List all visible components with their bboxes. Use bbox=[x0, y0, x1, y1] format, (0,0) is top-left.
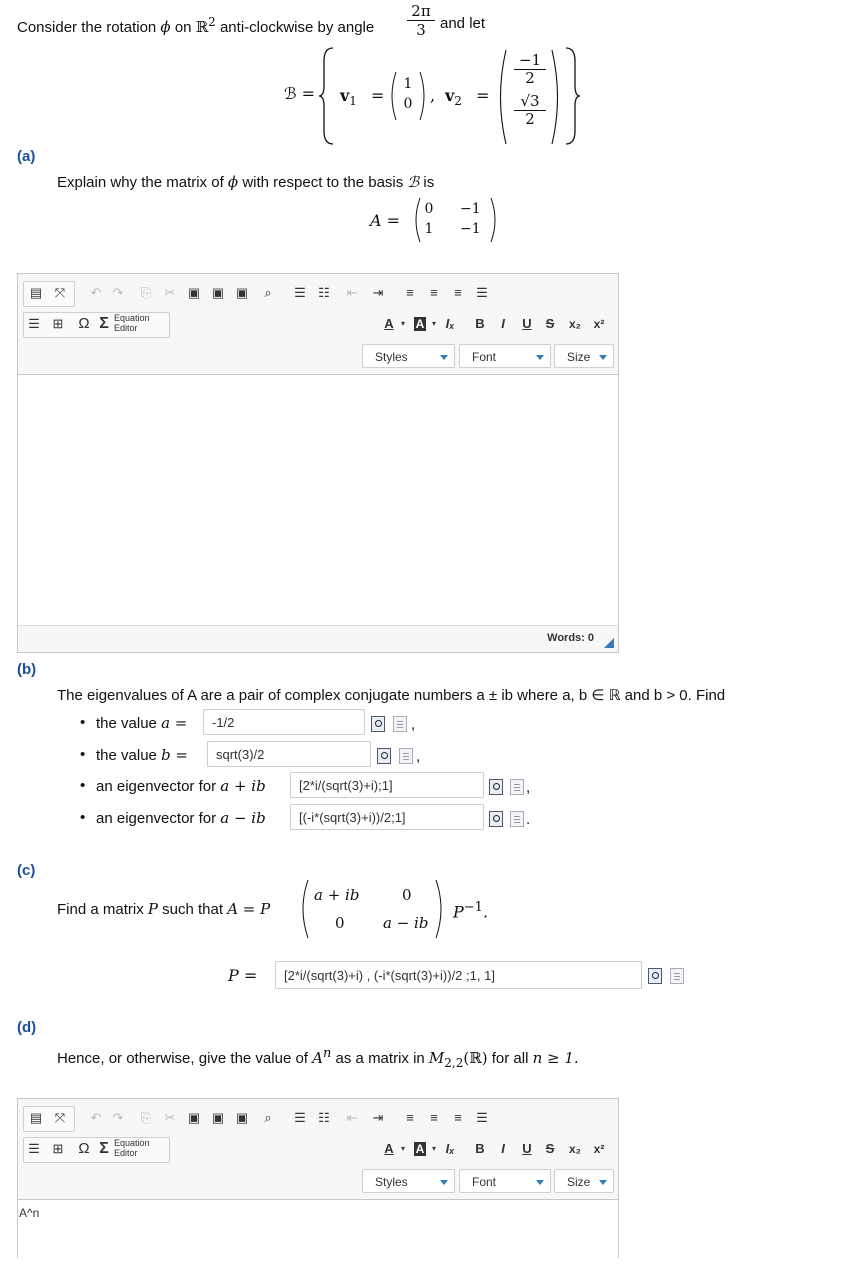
align-center-icon[interactable]: ≡ bbox=[430, 285, 438, 300]
cut-icon[interactable]: ✂ bbox=[164, 1110, 176, 1125]
p-equals-label: P = bbox=[228, 966, 258, 985]
bg-color-button[interactable]: A bbox=[415, 1142, 425, 1156]
numbered-list-icon[interactable]: ☰ bbox=[294, 1110, 306, 1125]
indent-icon[interactable]: ⇥ bbox=[372, 1110, 384, 1125]
part-d-text: Hence, or otherwise, give the value of $A^n$ as a matrix in $M_{2,2}(ℝ)$ for all n ≥ 1. bbox=[57, 1046, 579, 1070]
preview-icon[interactable] bbox=[489, 811, 503, 827]
preview-icon[interactable] bbox=[648, 968, 662, 984]
redo-icon[interactable]: ↷ bbox=[112, 1110, 124, 1125]
font-color-dropdown-icon[interactable]: ▾ bbox=[400, 1144, 405, 1153]
word-count: Words: 0 bbox=[547, 632, 594, 644]
superscript-button[interactable]: x² bbox=[593, 317, 605, 331]
cut-icon[interactable]: ✂ bbox=[164, 285, 176, 300]
paste-text-icon[interactable]: ▣ bbox=[211, 285, 225, 300]
exponent: 2 bbox=[208, 15, 216, 29]
p-inverse: $P^{-1}$. bbox=[453, 900, 489, 922]
find-icon[interactable]: ⌕ bbox=[264, 285, 272, 300]
intro-text: Consider the rotation bbox=[17, 19, 157, 36]
right-brace-icon bbox=[563, 46, 581, 146]
editor-content-area-d[interactable]: A^n bbox=[19, 1206, 40, 1220]
font-dropdown[interactable]: Font bbox=[459, 344, 551, 368]
copy-icon[interactable]: ⎘ bbox=[140, 1110, 152, 1125]
undo-icon[interactable]: ↶ bbox=[90, 285, 102, 300]
v1-top: 1 bbox=[403, 76, 413, 92]
syntax-help-icon[interactable] bbox=[510, 779, 524, 795]
paste-text-icon[interactable]: ▣ bbox=[211, 1110, 225, 1125]
question-eigvec-plus: • an eigenvector for a + ib bbox=[96, 777, 266, 795]
justify-icon[interactable]: ☰ bbox=[476, 1110, 488, 1125]
redo-icon[interactable]: ↷ bbox=[112, 285, 124, 300]
preview-icon[interactable] bbox=[489, 779, 503, 795]
special-char-button[interactable]: Ω bbox=[78, 315, 90, 332]
align-right-icon[interactable]: ≡ bbox=[454, 285, 462, 300]
bg-color-dropdown-icon[interactable]: ▾ bbox=[431, 319, 436, 328]
v1-bottom: 0 bbox=[403, 96, 413, 112]
part-a-text: Explain why the matrix of ϕ with respect to the basis ℬ is bbox=[57, 173, 435, 191]
comma-1: , bbox=[411, 716, 416, 733]
resize-handle-icon[interactable] bbox=[604, 638, 614, 648]
v2-den2: 2 bbox=[525, 110, 535, 128]
horizontal-rule-icon[interactable]: ☰ bbox=[28, 1141, 40, 1156]
numbered-list-icon[interactable]: ☰ bbox=[294, 285, 306, 300]
bg-color-button[interactable]: A bbox=[415, 317, 425, 331]
phi-symbol: ϕ bbox=[160, 18, 171, 36]
rich-text-editor-a bbox=[17, 273, 619, 653]
copy-icon[interactable]: ⎘ bbox=[140, 285, 152, 300]
font-color-button[interactable]: A bbox=[384, 1141, 394, 1156]
outdent-icon[interactable]: ⇤ bbox=[346, 1110, 358, 1125]
v1-label: $v_1$ bbox=[340, 86, 357, 109]
v2-den1: 2 bbox=[525, 69, 535, 87]
remove-format-button[interactable]: Iₓ bbox=[445, 316, 455, 331]
subscript-button[interactable]: x₂ bbox=[568, 1142, 581, 1156]
italic-button[interactable]: I bbox=[501, 1141, 505, 1156]
superscript-button[interactable]: x² bbox=[593, 1142, 605, 1156]
reals-symbol: ℝ bbox=[195, 18, 209, 36]
paste-word-icon[interactable]: ▣ bbox=[235, 1110, 249, 1125]
bullet-list-icon[interactable]: ☷ bbox=[318, 1110, 330, 1125]
paste-icon[interactable]: ▣ bbox=[187, 285, 201, 300]
diag-12: 0 bbox=[402, 886, 412, 904]
syntax-help-icon[interactable] bbox=[399, 748, 413, 764]
source-icon[interactable]: ▤ bbox=[29, 285, 43, 300]
angle-denominator: 3 bbox=[416, 21, 426, 39]
font-dropdown[interactable]: Font bbox=[459, 1169, 551, 1193]
answer-eigvec-plus-input[interactable]: [2*i/(sqrt(3)+i);1] bbox=[290, 772, 484, 798]
italic-button[interactable]: I bbox=[501, 316, 505, 331]
equals: = bbox=[371, 86, 385, 105]
part-d-label: (d) bbox=[17, 1019, 37, 1036]
intro-text-on: on bbox=[174, 19, 192, 36]
find-icon[interactable]: ⌕ bbox=[264, 1110, 272, 1125]
maximize-icon[interactable]: ⤧ bbox=[54, 285, 66, 300]
subscript-button[interactable]: x₂ bbox=[568, 317, 581, 331]
diag-11: a + ib bbox=[314, 886, 360, 904]
comma: , bbox=[430, 86, 436, 105]
editor-toolbar bbox=[18, 274, 618, 375]
size-dropdown[interactable]: Size bbox=[554, 1169, 614, 1193]
align-left-icon[interactable]: ≡ bbox=[406, 1110, 414, 1125]
bold-button[interactable]: B bbox=[475, 316, 485, 331]
v1-vector bbox=[402, 74, 414, 114]
special-char-button[interactable]: Ω bbox=[78, 1140, 90, 1157]
underline-button[interactable]: U bbox=[522, 316, 532, 331]
period: . bbox=[526, 811, 531, 828]
remove-format-button[interactable]: Iₓ bbox=[445, 1141, 455, 1156]
underline-button[interactable]: U bbox=[522, 1141, 532, 1156]
bullet-list-icon[interactable]: ☷ bbox=[318, 285, 330, 300]
syntax-help-icon[interactable] bbox=[393, 716, 407, 732]
styles-dropdown[interactable]: Styles bbox=[362, 344, 455, 368]
justify-icon[interactable]: ☰ bbox=[476, 285, 488, 300]
preview-icon[interactable] bbox=[371, 716, 385, 732]
sigma-icon[interactable]: Σ bbox=[99, 1140, 109, 1157]
rich-text-editor-d bbox=[17, 1098, 619, 1258]
diag-21: 0 bbox=[335, 914, 345, 932]
answer-b-input[interactable]: sqrt(3)/2 bbox=[207, 741, 371, 767]
part-b-text: The eigenvalues of A are a pair of complex conjugate numbers a ± ib where a, b ∈ ℝ and b > 0. Find bbox=[57, 687, 726, 704]
v2-vector bbox=[514, 52, 546, 128]
intro-text-angle: anti-clockwise by angle bbox=[219, 19, 375, 36]
question-a-value: • the value a = bbox=[96, 714, 187, 732]
intro-line bbox=[17, 15, 374, 36]
styles-dropdown[interactable]: Styles bbox=[362, 1169, 455, 1193]
syntax-help-icon[interactable] bbox=[670, 968, 684, 984]
matrix-A-label: A = bbox=[370, 211, 401, 230]
angle-numerator: 2π bbox=[407, 2, 435, 21]
basis-label: ℬ = bbox=[284, 84, 316, 103]
matrix-A: 0 −1 1 −1 bbox=[424, 201, 481, 237]
strike-button[interactable]: S bbox=[545, 1141, 555, 1156]
align-right-icon[interactable]: ≡ bbox=[454, 1110, 462, 1125]
maximize-icon[interactable]: ⤧ bbox=[54, 1110, 66, 1125]
paste-word-icon[interactable]: ▣ bbox=[235, 285, 249, 300]
answer-a-input[interactable]: -1/2 bbox=[203, 709, 365, 735]
align-center-icon[interactable]: ≡ bbox=[430, 1110, 438, 1125]
syntax-help-icon[interactable] bbox=[510, 811, 524, 827]
v2-num2: √3 bbox=[514, 93, 546, 111]
indent-icon[interactable]: ⇥ bbox=[372, 285, 384, 300]
strike-button[interactable]: S bbox=[545, 316, 555, 331]
left-brace-icon bbox=[318, 46, 336, 146]
font-color-button[interactable]: A bbox=[384, 316, 394, 331]
v2-num1: −1 bbox=[514, 52, 546, 70]
paste-icon[interactable]: ▣ bbox=[187, 1110, 201, 1125]
diag-22: a − ib bbox=[383, 914, 429, 932]
bold-button[interactable]: B bbox=[475, 1141, 485, 1156]
bg-color-dropdown-icon[interactable]: ▾ bbox=[431, 1144, 436, 1153]
font-color-dropdown-icon[interactable]: ▾ bbox=[400, 319, 405, 328]
angle-fraction bbox=[407, 2, 435, 39]
horizontal-rule-icon[interactable]: ☰ bbox=[28, 316, 40, 331]
undo-icon[interactable]: ↶ bbox=[90, 1110, 102, 1125]
align-left-icon[interactable]: ≡ bbox=[406, 285, 414, 300]
size-dropdown[interactable]: Size bbox=[554, 344, 614, 368]
equation-editor-button[interactable]: Equation Editor bbox=[114, 1138, 150, 1158]
answer-eigvec-minus-input[interactable]: [(-i*(sqrt(3)+i))/2;1] bbox=[290, 804, 484, 830]
matrix-p-input[interactable]: [2*i/(sqrt(3)+i) , (-i*(sqrt(3)+i))/2 ;1, 1] bbox=[275, 961, 642, 989]
part-c-label: (c) bbox=[17, 862, 36, 879]
editor-toolbar bbox=[18, 1099, 618, 1200]
preview-icon[interactable] bbox=[377, 748, 391, 764]
editor-content-area-a[interactable] bbox=[18, 375, 618, 637]
outdent-icon[interactable]: ⇤ bbox=[346, 285, 358, 300]
question-eigvec-minus: • an eigenvector for a − ib bbox=[96, 809, 266, 827]
table-icon[interactable]: ⊞ bbox=[52, 1141, 64, 1156]
table-icon[interactable]: ⊞ bbox=[52, 316, 64, 331]
question-b-value: • the value b = bbox=[96, 746, 188, 764]
v2-label: $v_2$ bbox=[445, 86, 462, 109]
equation-editor-button[interactable]: Equation Editor bbox=[114, 313, 150, 333]
part-a-label: (a) bbox=[17, 148, 36, 165]
source-icon[interactable]: ▤ bbox=[29, 1110, 43, 1125]
part-c-text: Find a matrix P such that A = P bbox=[57, 900, 271, 918]
sigma-icon[interactable]: Σ bbox=[99, 315, 109, 332]
comma-2: , bbox=[416, 748, 421, 765]
comma-3: , bbox=[526, 779, 531, 796]
part-b-label: (b) bbox=[17, 661, 37, 678]
editor-status-bar bbox=[18, 625, 618, 652]
intro-text-let: and let bbox=[440, 15, 486, 32]
equals-2: = bbox=[476, 86, 490, 105]
